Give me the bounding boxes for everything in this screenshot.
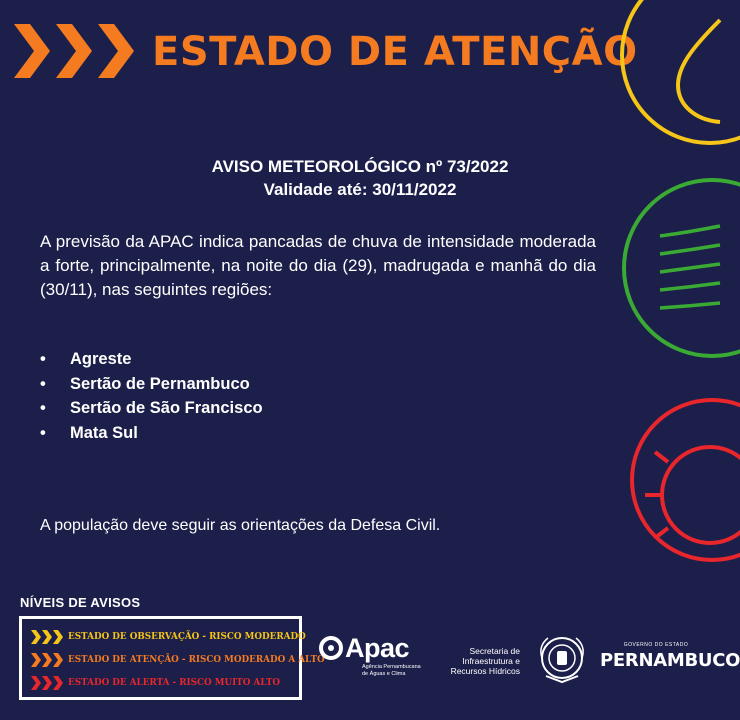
notice-heading bbox=[40, 155, 680, 201]
civil-defense-note: A população deve seguir as orientações da Defesa Civil. bbox=[40, 517, 441, 534]
apac-subtitle: Agência Pernambucana de Águas e Clima bbox=[362, 664, 421, 677]
bullet-icon: • bbox=[40, 374, 46, 393]
region-label: Agreste bbox=[70, 350, 132, 368]
notice-number: AVISO METEOROLÓGICO nº 73/2022 bbox=[211, 157, 509, 176]
page-title: ESTADO DE ATENÇÃO bbox=[152, 29, 638, 75]
forecast-paragraph: A previsão da APAC indica pancadas de chuva de intensidade moderada a forte, principalmente, na noite do dia (29), madrugada e manhã do dia (30/11), nas seguintes regiões: bbox=[40, 232, 596, 299]
level-label: ESTADO DE OBSERVAÇÃO - RISCO MODERADO bbox=[68, 632, 306, 642]
state-name: PERNAMBUCO bbox=[600, 650, 740, 671]
levels-legend bbox=[19, 616, 325, 700]
list-item bbox=[40, 396, 263, 421]
triple-chevron-icon bbox=[10, 20, 140, 82]
level-attention bbox=[30, 650, 325, 670]
bullet-icon: • bbox=[40, 423, 46, 442]
list-item bbox=[40, 372, 263, 397]
bullet-icon: • bbox=[40, 399, 46, 417]
region-label: Sertão de São Francisco bbox=[70, 399, 263, 417]
notice-validity: Validade até: 30/11/2022 bbox=[263, 180, 457, 199]
list-item bbox=[40, 421, 263, 446]
triple-chevron-icon bbox=[30, 629, 64, 645]
levels-title: NÍVEIS DE AVISOS bbox=[20, 595, 141, 610]
level-label: ESTADO DE ATENÇÃO - RISCO MODERADO A ALTO bbox=[68, 655, 325, 665]
apac-logo bbox=[318, 634, 409, 662]
apac-name: Apac bbox=[345, 633, 410, 663]
level-observation bbox=[30, 627, 306, 647]
region-label: Mata Sul bbox=[70, 423, 138, 442]
list-item bbox=[40, 347, 263, 372]
government-label: GOVERNO DO ESTADO bbox=[623, 642, 689, 648]
bullet-icon: • bbox=[40, 350, 46, 368]
region-label: Sertão de Pernambuco bbox=[70, 374, 250, 393]
government-logo bbox=[600, 642, 740, 671]
level-label: ESTADO DE ALERTA - RISCO MUITO ALTO bbox=[68, 678, 281, 688]
triple-chevron-icon bbox=[30, 675, 64, 691]
secretaria-logo-text: Secretaria de Infraestrutura e Recursos Hídricos bbox=[450, 646, 520, 676]
state-crest-icon bbox=[536, 632, 588, 686]
regions-list bbox=[40, 347, 263, 445]
partner-logos bbox=[318, 628, 740, 694]
level-alert bbox=[30, 673, 280, 693]
decorative-circles-graphic bbox=[560, 0, 720, 720]
apac-mark-icon bbox=[318, 635, 344, 661]
triple-chevron-icon bbox=[30, 652, 64, 668]
